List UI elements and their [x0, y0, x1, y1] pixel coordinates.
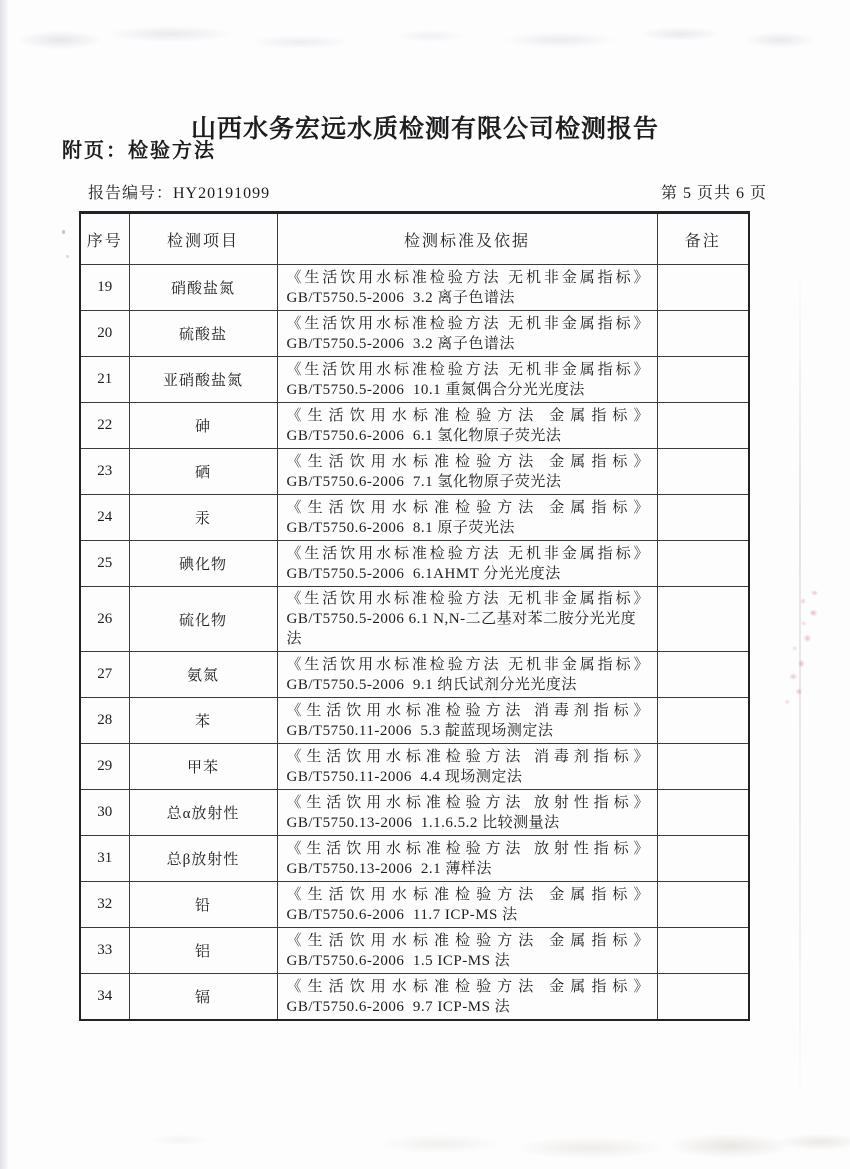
cell-test-item: 硒 — [129, 449, 277, 495]
cell-row-number: 21 — [80, 357, 129, 403]
standard-method-line: GB/T5750.5-2006 6.1 N,N-二乙基对苯二胺分光光度法 — [286, 611, 637, 647]
report-number: 报告编号：HY20191099 — [88, 185, 271, 202]
cell-remark — [657, 541, 749, 587]
table-row — [80, 403, 749, 449]
cell-remark — [657, 495, 749, 541]
table-row — [80, 698, 749, 744]
cell-standard — [277, 836, 657, 882]
cell-row-number: 28 — [80, 698, 129, 744]
cell-test-item: 镉 — [129, 974, 277, 1021]
standard-method-line: GB/T5750.5-2006 9.1 纳氏试剂分光光度法 — [286, 676, 577, 693]
table-row — [80, 265, 749, 311]
standard-title-line: 《生活饮用水标准检验方法 无机非金属指标》 — [286, 591, 650, 607]
cell-remark — [657, 449, 749, 495]
cell-standard — [277, 265, 657, 311]
table-row — [80, 790, 749, 836]
table-row — [80, 541, 749, 587]
standard-title-line: 《生活饮用水标准检验方法 消毒剂指标》 — [286, 702, 650, 719]
cell-remark — [657, 311, 749, 357]
cell-row-number: 23 — [80, 449, 129, 495]
col-header-remark: 备注 — [657, 213, 749, 265]
cell-standard — [277, 928, 657, 974]
table-row — [80, 882, 749, 928]
cell-standard — [277, 449, 657, 495]
table-row — [80, 587, 749, 652]
table-row — [80, 928, 749, 974]
table-row — [80, 974, 749, 1021]
standard-method-line: GB/T5750.13-2006 1.1.6.5.2 比较测量法 — [286, 814, 560, 831]
standard-title-line: 《生活饮用水标准检验方法 金属指标》 — [286, 932, 650, 949]
table-row — [80, 357, 749, 403]
cell-test-item: 甲苯 — [129, 744, 277, 790]
standard-method-line: GB/T5750.13-2006 2.1 薄样法 — [286, 860, 492, 877]
standard-title-line: 《生活饮用水标准检验方法 无机非金属指标》 — [286, 656, 650, 673]
standard-method-line: GB/T5750.6-2006 1.5 ICP-MS 法 — [286, 952, 511, 969]
col-header-item: 检测项目 — [129, 213, 277, 265]
cell-test-item: 总β放射性 — [129, 836, 277, 882]
meta-row — [88, 180, 767, 203]
cell-standard — [277, 882, 657, 928]
cell-test-item: 亚硝酸盐氮 — [129, 357, 277, 403]
cell-standard — [277, 974, 657, 1021]
standard-method-line: GB/T5750.11-2006 5.3 靛蓝现场测定法 — [286, 722, 554, 739]
report-title: 山西水务宏远水质检测有限公司检测报告 — [190, 115, 659, 143]
cell-test-item: 铝 — [129, 928, 277, 974]
standard-title-line: 《生活饮用水标准检验方法 金属指标》 — [286, 453, 650, 470]
cell-standard — [277, 744, 657, 790]
standard-method-line: GB/T5750.6-2006 8.1 原子荧光法 — [286, 519, 515, 536]
col-header-standard: 检测标准及依据 — [277, 213, 657, 265]
cell-standard — [277, 790, 657, 836]
cell-standard — [277, 541, 657, 587]
standard-title-line: 《生活饮用水标准检验方法 无机非金属指标》 — [286, 545, 650, 562]
standard-method-line: GB/T5750.6-2006 6.1 氢化物原子荧光法 — [286, 427, 562, 444]
cell-test-item: 硫酸盐 — [129, 311, 277, 357]
cell-row-number: 27 — [80, 652, 129, 698]
table-row — [80, 495, 749, 541]
cell-test-item: 硝酸盐氮 — [129, 265, 277, 311]
methods-table-body — [80, 265, 749, 1021]
cell-standard — [277, 495, 657, 541]
cell-remark — [657, 882, 749, 928]
standard-title-line: 《生活饮用水标准检验方法 金属指标》 — [286, 407, 650, 424]
cell-row-number: 22 — [80, 403, 129, 449]
standard-title-line: 《生活饮用水标准检验方法 金属指标》 — [286, 499, 650, 516]
cell-row-number: 26 — [80, 587, 129, 652]
standard-method-line: GB/T5750.6-2006 11.7 ICP-MS 法 — [286, 906, 518, 923]
scan-artifact-top — [0, 14, 850, 58]
cell-test-item: 砷 — [129, 403, 277, 449]
cell-test-item: 铅 — [129, 882, 277, 928]
cell-standard — [277, 311, 657, 357]
col-header-no: 序号 — [80, 213, 129, 265]
cell-remark — [657, 698, 749, 744]
table-row — [80, 836, 749, 882]
cell-test-item: 总α放射性 — [129, 790, 277, 836]
cell-test-item: 碘化物 — [129, 541, 277, 587]
standard-method-line: GB/T5750.11-2006 4.4 现场测定法 — [286, 768, 523, 785]
cell-remark — [657, 744, 749, 790]
page-indicator: 第 5 页共 6 页 — [660, 185, 767, 202]
cell-test-item: 汞 — [129, 495, 277, 541]
cell-test-item: 氨氮 — [129, 652, 277, 698]
cell-row-number: 31 — [80, 836, 129, 882]
standard-title-line: 《生活饮用水标准检验方法 消毒剂指标》 — [286, 748, 650, 765]
standard-method-line: GB/T5750.6-2006 9.7 ICP-MS 法 — [286, 998, 511, 1015]
cell-remark — [657, 928, 749, 974]
red-stamp-fragment — [776, 578, 834, 716]
standard-title-line: 《生活饮用水标准检验方法 金属指标》 — [286, 886, 650, 903]
cell-remark — [657, 974, 749, 1021]
standard-title-line: 《生活饮用水标准检验方法 放射性指标》 — [286, 840, 650, 857]
cell-row-number: 29 — [80, 744, 129, 790]
scan-artifact-bottom — [0, 1118, 850, 1169]
standard-title-line: 《生活饮用水标准检验方法 放射性指标》 — [286, 794, 650, 811]
cell-test-item: 苯 — [129, 698, 277, 744]
table-row — [80, 652, 749, 698]
cell-remark — [657, 587, 749, 652]
cell-row-number: 32 — [80, 882, 129, 928]
cell-standard — [277, 587, 657, 652]
standard-method-line: GB/T5750.6-2006 7.1 氢化物原子荧光法 — [286, 473, 562, 490]
cell-row-number: 34 — [80, 974, 129, 1021]
table-row — [80, 449, 749, 495]
cell-row-number: 24 — [80, 495, 129, 541]
standard-method-line: GB/T5750.5-2006 3.2 离子色谱法 — [286, 289, 515, 306]
standard-title-line: 《生活饮用水标准检验方法 金属指标》 — [286, 978, 650, 995]
cell-remark — [657, 652, 749, 698]
table-header-row — [80, 213, 749, 265]
cell-row-number: 20 — [80, 311, 129, 357]
standard-title-line: 《生活饮用水标准检验方法 无机非金属指标》 — [286, 269, 650, 286]
scan-artifact-left-edge — [0, 0, 9, 1169]
cell-remark — [657, 357, 749, 403]
cell-row-number: 19 — [80, 265, 129, 311]
cell-row-number: 25 — [80, 541, 129, 587]
scan-artifact-crease — [799, 260, 801, 1120]
cell-remark — [657, 265, 749, 311]
table-row — [80, 744, 749, 790]
standard-method-line: GB/T5750.5-2006 6.1AHMT 分光光度法 — [286, 565, 561, 582]
methods-table — [79, 211, 750, 1021]
standard-method-line: GB/T5750.5-2006 10.1 重氮偶合分光光度法 — [286, 381, 585, 398]
scan-speck — [66, 255, 69, 258]
cell-test-item: 硫化物 — [129, 587, 277, 652]
cell-standard — [277, 403, 657, 449]
cell-remark — [657, 403, 749, 449]
cell-row-number: 33 — [80, 928, 129, 974]
cell-standard — [277, 698, 657, 744]
cell-row-number: 30 — [80, 790, 129, 836]
standard-method-line: GB/T5750.5-2006 3.2 离子色谱法 — [286, 335, 515, 352]
cell-standard — [277, 357, 657, 403]
table-row — [80, 311, 749, 357]
cell-remark — [657, 836, 749, 882]
appendix-label: 附页：检验方法 — [62, 140, 216, 162]
scan-speck — [62, 230, 65, 234]
standard-title-line: 《生活饮用水标准检验方法 无机非金属指标》 — [286, 315, 650, 332]
standard-title-line: 《生活饮用水标准检验方法 无机非金属指标》 — [286, 361, 650, 378]
cell-standard — [277, 652, 657, 698]
cell-remark — [657, 790, 749, 836]
